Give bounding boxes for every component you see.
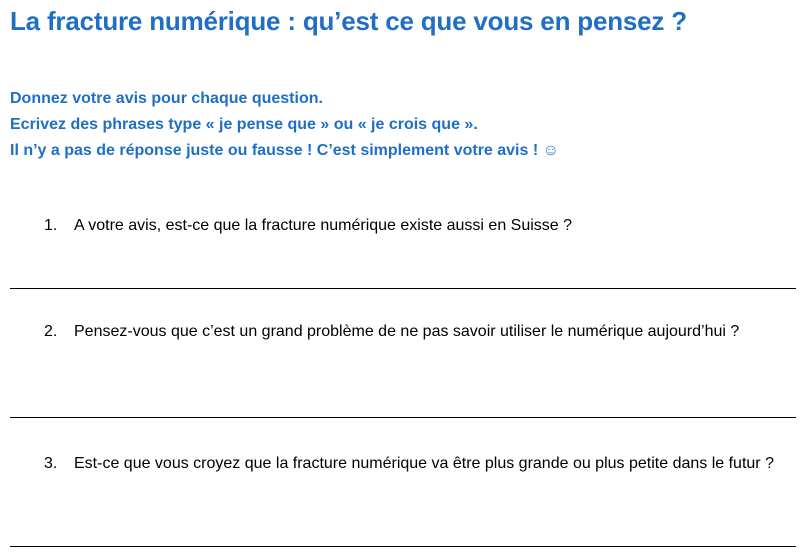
instruction-line: Ecrivez des phrases type « je pense que » ou « je crois que ». [10, 116, 478, 133]
question-1 [44, 212, 774, 240]
instruction-line: Donnez votre avis pour chaque question. [10, 90, 323, 107]
instruction-line: Il n’y a pas de réponse juste ou fausse ! C’est simplement votre avis ! ☺ [10, 142, 559, 159]
answer-line-1[interactable] [10, 288, 796, 289]
question-text: Pensez-vous que c’est un grand problème de ne pas savoir utiliser le numérique aujourd’hui ? [74, 323, 740, 340]
question-number: 1. [44, 217, 58, 234]
question-text: A votre avis, est-ce que la fracture numérique existe aussi en Suisse ? [74, 217, 573, 234]
question-number: 2. [44, 323, 58, 340]
answer-line-2[interactable] [10, 417, 796, 418]
question-3 [44, 450, 774, 478]
answer-line-3[interactable] [10, 546, 796, 547]
page-title: La fracture numérique : qu’est ce que vous en pensez ? [10, 6, 687, 36]
question-number: 3. [44, 455, 58, 472]
question-2 [44, 318, 774, 346]
question-text: Est-ce que vous croyez que la fracture numérique va être plus grande ou plus petite dans le futur ? [74, 455, 774, 472]
instructions [10, 86, 559, 164]
